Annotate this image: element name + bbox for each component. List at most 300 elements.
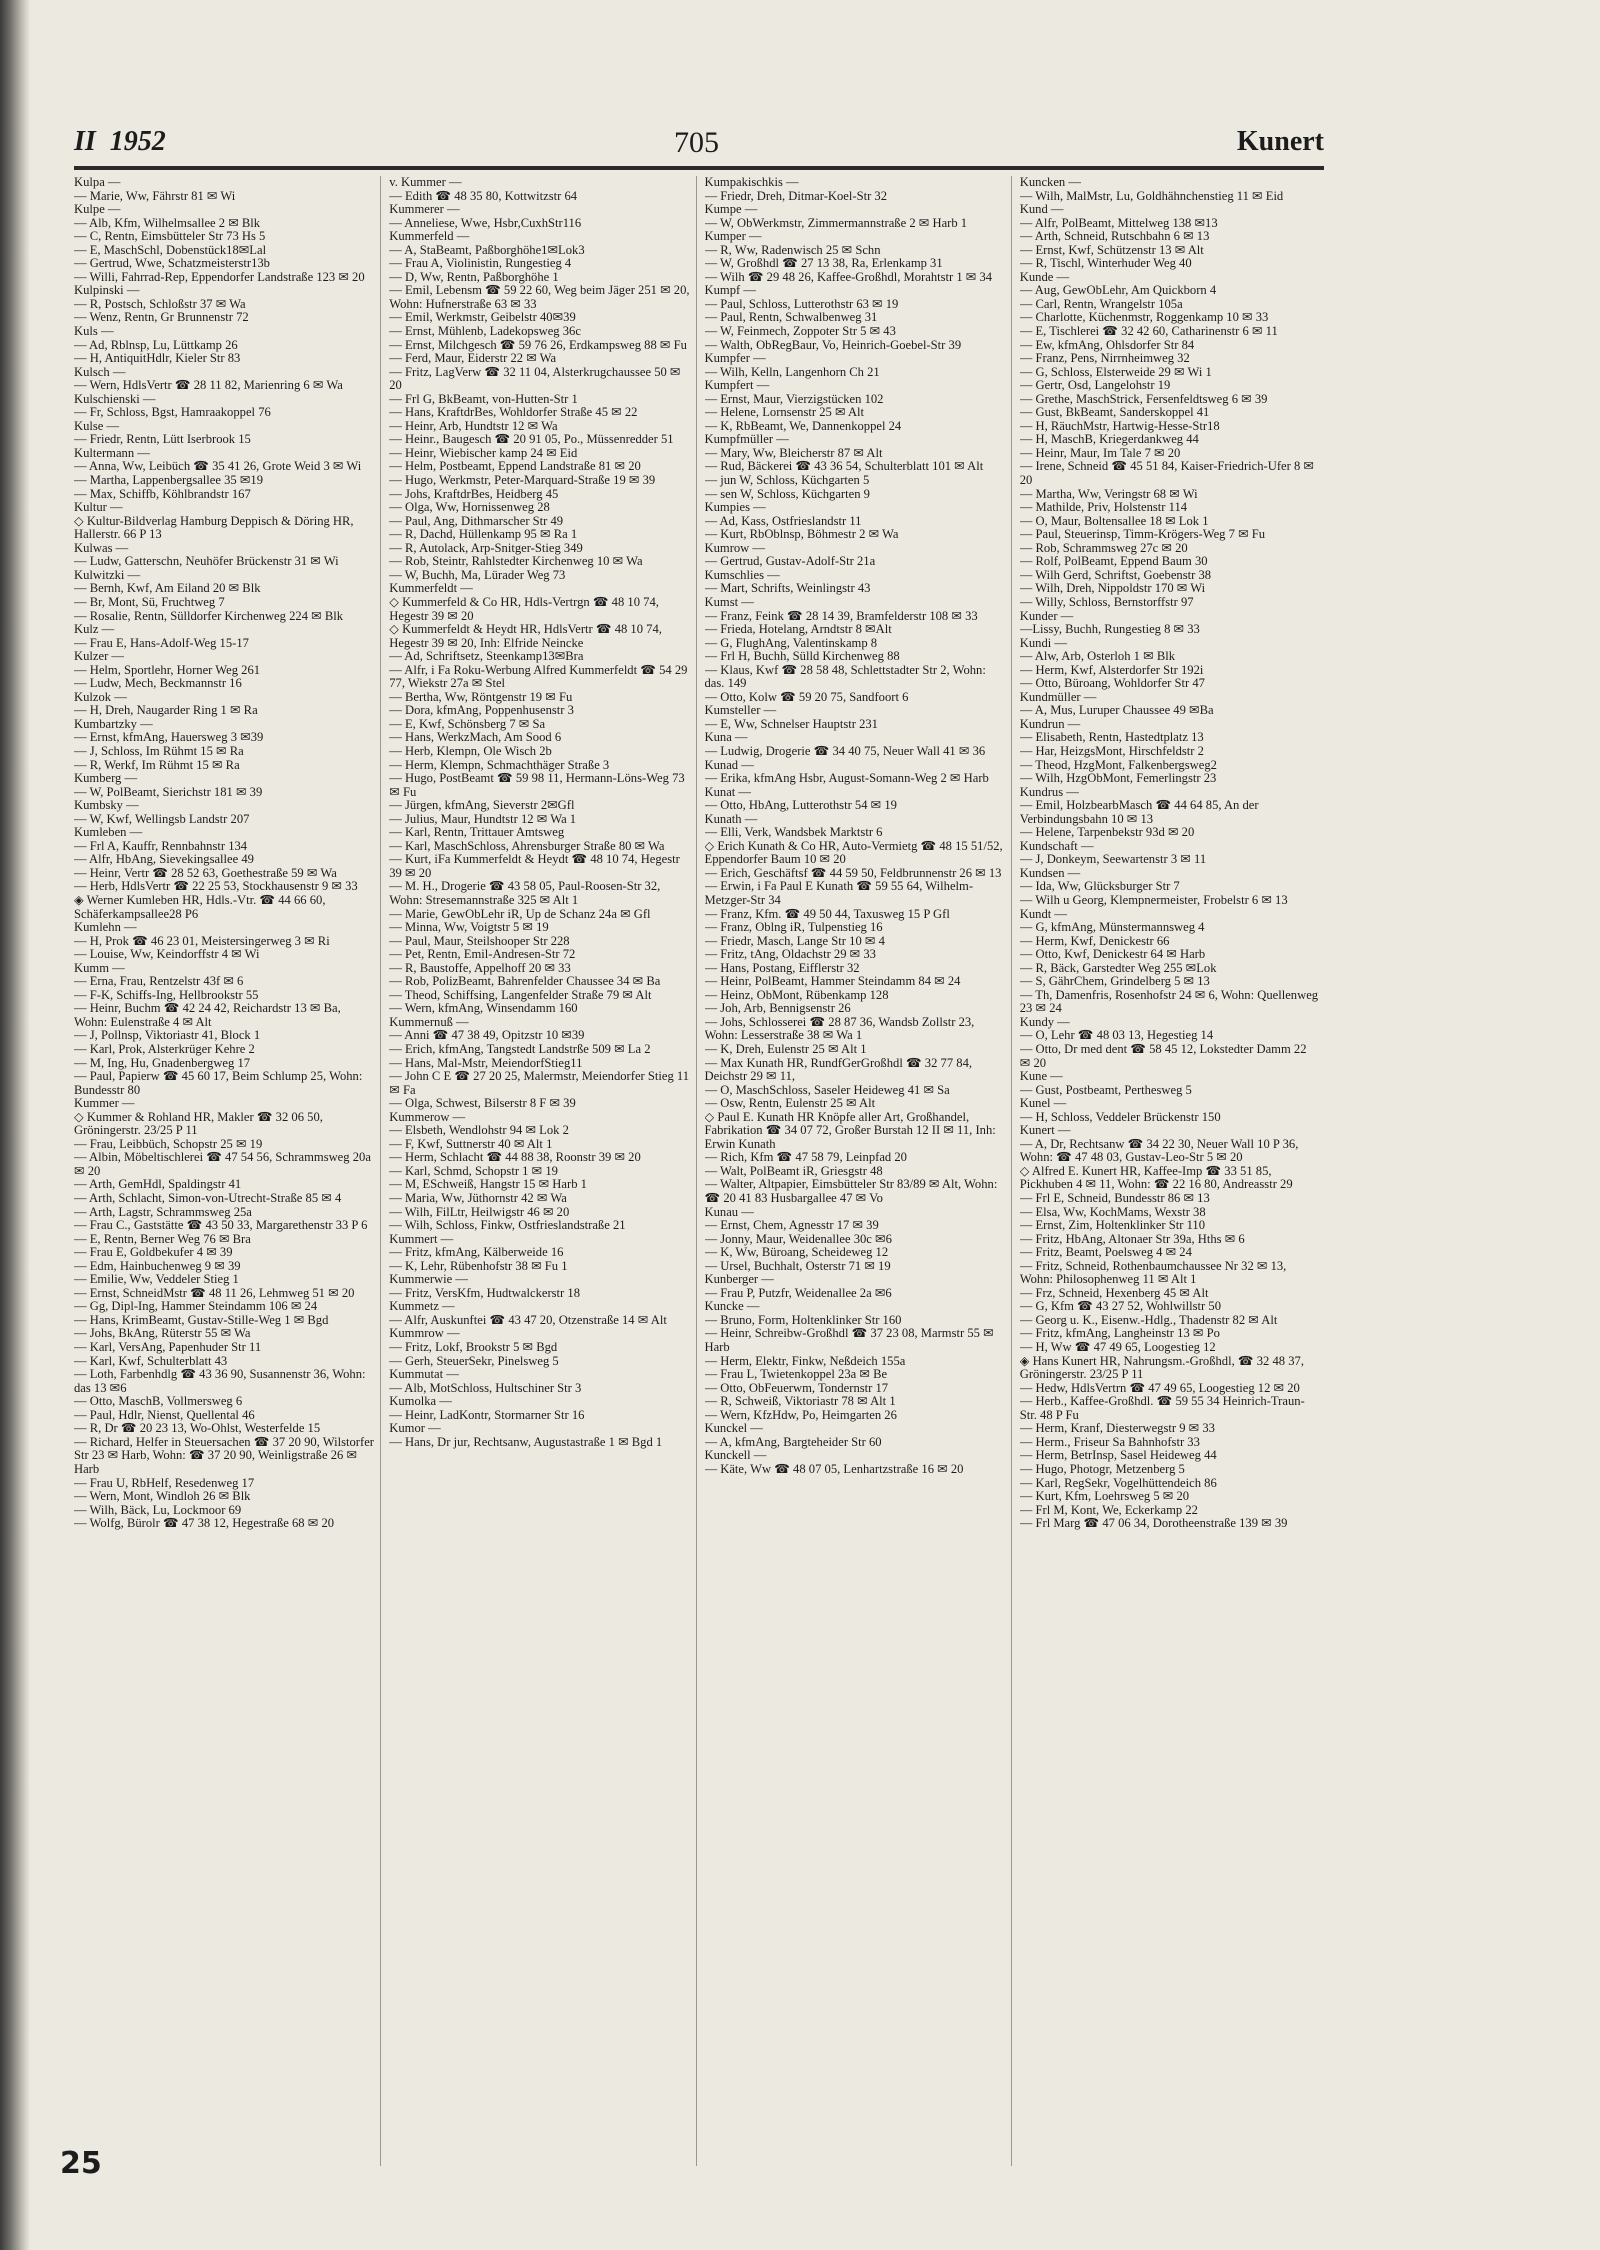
directory-entry: Kunberger — [704, 1272, 774, 1287]
directory-entry: — Emilie, Ww, Veddeler Stieg 1 [74, 1272, 239, 1287]
directory-entry: — Grethe, MaschStrick, Fersenfeldtsweg 6 ✉ 39 [1019, 391, 1268, 406]
directory-entry: Kummerer — [389, 202, 460, 217]
directory-entry: — Paul, Papierw ☎ 45 60 17, Beim Schlump 25, Wohn: Bundesstr 80 [74, 1069, 363, 1097]
directory-entry: Kumpfmüller — [704, 432, 789, 447]
directory-entry: — Ernst, Maur, Vierzigstücken 102 [704, 391, 884, 406]
directory-entry: Kumpakischkis — [704, 176, 799, 189]
directory-entry: — Max, Schiffb, Köhlbrandstr 167 [74, 486, 251, 501]
directory-entry: — Loth, Farbenhdlg ☎ 43 36 90, Susannenstr 36, Wohn: das 13 ✉6 [74, 1367, 366, 1395]
directory-entry: — F, Kwf, Suttnerstr 40 ✉ Alt 1 [389, 1136, 553, 1151]
directory-entry: — H, AntiquitHdlr, Kieler Str 83 [74, 351, 241, 366]
directory-entry: Kundy — [1019, 1014, 1070, 1029]
directory-entry: — Rob, Schrammsweg 27c ✉ 20 [1019, 540, 1188, 555]
directory-entry: — H, MaschB, Kriegerdankweg 44 [1019, 432, 1199, 447]
directory-entry: — John C E ☎ 27 20 25, Malermstr, Meiendorfer Stieg 11 ✉ Fa [389, 1069, 690, 1097]
directory-entry: Kummerfeld — [389, 229, 470, 244]
directory-entry: — Ernst, Mühlenb, Ladekopsweg 36c [389, 324, 581, 339]
directory-entry: — Rolf, PolBeamt, Eppend Baum 30 [1019, 554, 1208, 569]
directory-entry: Kummutat — [389, 1367, 459, 1382]
directory-entry: — Gust, Postbeamt, Perthesweg 5 [1019, 1082, 1192, 1097]
directory-entry: — Har, HeizgsMont, Hirschfeldstr 2 [1019, 743, 1204, 758]
directory-entry: — Ad, Rblnsp, Lu, Lüttkamp 26 [74, 337, 238, 352]
directory-entry: Kumm — [74, 960, 125, 975]
directory-entry: — Frau E, Hans-Adolf-Weg 15-17 [74, 635, 249, 650]
directory-entry: — Willy, Schloss, Bernstorffstr 97 [1019, 594, 1194, 609]
directory-entry: — Wilh, HzgObMont, Femerlingstr 23 [1019, 771, 1217, 786]
directory-entry: — A, Dr, Rechtsanw ☎ 34 22 30, Neuer Wall 10 P 36, Wohn: ☎ 47 48 03, Gustav-Leo-Str 5 ✉ 20 [1019, 1136, 1299, 1165]
directory-entry: — Franz, Oblng iR, Tulpenstieg 16 [704, 920, 883, 935]
directory-entry: — Fritz, kfmAng, Kälberweide 16 [389, 1245, 564, 1260]
directory-entry: — Irene, Schneid ☎ 45 51 84, Kaiser-Friedrich-Ufer 8 ✉ 20 [1019, 459, 1314, 488]
directory-entry: — Helene, Tarpenbekstr 93d ✉ 20 [1019, 825, 1195, 840]
directory-entry: — Emil, Werkmstr, Geibelstr 40✉39 [389, 310, 576, 325]
directory-entry: Kunert — [1019, 1123, 1071, 1138]
directory-entry: — Olga, Ww, Hornissenweg 28 [389, 500, 550, 515]
directory-entry: — Frl Marg ☎ 47 06 34, Dorotheenstraße 139 ✉ 39 [1019, 1516, 1288, 1531]
directory-entry: Kulz — [74, 622, 115, 637]
directory-entry: — Ludw, Mech, Beckmannstr 16 [74, 676, 242, 691]
directory-entry: — Wern, kfmAng, Winsendamm 160 [389, 1001, 578, 1016]
directory-entry: Kummerwie — [389, 1272, 468, 1287]
directory-entry: — Hedw, HdlsVertrn ☎ 47 49 65, Loogestieg 12 ✉ 20 [1019, 1380, 1300, 1395]
directory-entry: — O, Lehr ☎ 48 03 13, Hegestieg 14 [1019, 1028, 1214, 1043]
directory-entry: Kulwitzki — [74, 567, 141, 582]
directory-entry: — Rich, Kfm ☎ 47 58 79, Leinpfad 20 [704, 1150, 907, 1165]
directory-entry: — Franz, Pens, Nirrnheimweg 32 [1019, 351, 1190, 366]
header-running-name: Kunert [1236, 126, 1324, 157]
directory-entry: Kumsteller — [704, 703, 777, 718]
directory-entry: — K, Lehr, Rübenhofstr 38 ✉ Fu 1 [389, 1258, 568, 1273]
directory-entry: — R, Werkf, Im Rühmt 15 ✉ Ra [74, 757, 240, 772]
directory-entry: Kundrus — [1019, 784, 1079, 799]
directory-entry: — Jonny, Maur, Weidenallee 30c ✉6 [704, 1231, 892, 1246]
directory-entry: — Karl, VersAng, Papenhuder Str 11 [74, 1340, 262, 1355]
directory-entry: — W, Feinmech, Zoppoter Str 5 ✉ 43 [704, 324, 896, 339]
directory-entry: — F-K, Schiffs-Ing, Hellbrookstr 55 [74, 987, 259, 1002]
directory-entry: — Wilh u Georg, Klempnermeister, Frobelstr 6 ✉ 13 [1019, 892, 1288, 907]
directory-entry: — Johs, Schlosserei ☎ 28 87 36, Wandsb Zollstr 23, Wohn: Lesserstraße 38 ✉ Wa 1 [704, 1014, 975, 1043]
directory-entry: — Minna, Ww, Voigtstr 5 ✉ 19 [389, 920, 549, 935]
directory-entry: ◈ Werner Kumleben HR, Hdls.-Vtr. ☎ 44 66 60, Schäferkampsallee28 P6 [74, 892, 326, 921]
directory-entry: — Heinr., Baugesch ☎ 20 91 05, Po., Müssenredder 51 [389, 432, 674, 447]
directory-entry: — Gust, BkBeamt, Sanderskoppel 41 [1019, 405, 1210, 420]
directory-entry: Kunde — [1019, 269, 1070, 284]
directory-entry: — Osw, Rentn, Eulenstr 25 ✉ Alt [704, 1096, 876, 1111]
directory-entry: — M. H., Drogerie ☎ 43 58 05, Paul-Roosen-Str 32, Wohn: Stresemannstraße 325 ✉ Alt 1 [389, 879, 661, 907]
directory-entry: Kune — [1019, 1069, 1063, 1084]
directory-entry: Kummernuß — [389, 1014, 469, 1029]
directory-entry: — Martha, Lappenbergsallee 35 ✉19 [74, 473, 264, 488]
directory-entry: — Käte, Ww ☎ 48 07 05, Lenhartzstraße 16 ✉ 20 [704, 1461, 964, 1476]
directory-entry: — Fritz, Schneid, Rothenbaumchaussee Nr 32 ✉ 13, Wohn: Philosophenweg 11 ✉ Alt 1 [1019, 1258, 1287, 1287]
directory-entry: — Heinr, Wiebischer kamp 24 ✉ Eid [389, 445, 578, 460]
directory-entry: Kund — [1019, 202, 1064, 217]
directory-entry: — Frau C., Gaststätte ☎ 43 50 33, Margarethenstr 33 P 6 [74, 1218, 368, 1233]
directory-entry: — Paul, Schloss, Lutterothstr 63 ✉ 19 [704, 296, 899, 311]
directory-entry: — Martha, Ww, Veringstr 68 ✉ Wi [1019, 486, 1198, 501]
directory-entry: — Louise, Ww, Keindorffstr 4 ✉ Wi [74, 947, 260, 962]
directory-entry: Kumlehn — [74, 920, 137, 935]
directory-entry: — Arth, Schlacht, Simon-von-Utrecht-Straße 85 ✉ 4 [74, 1191, 342, 1206]
directory-entry: — Hans, WerkzMach, Am Sood 6 [389, 730, 562, 745]
directory-entry: — Herb, HdlsVertr ☎ 22 25 53, Stockhausenstr 9 ✉ 33 [74, 879, 358, 894]
directory-entry: — E, Ww, Schnelser Hauptstr 231 [704, 716, 878, 731]
directory-entry: ◇ Kummerfeldt & Heydt HR, HdlsVertr ☎ 48 10 74, Hegestr 39 ✉ 20, Inh: Elfride Neincke [389, 622, 662, 650]
directory-entry: Kummetz — [389, 1299, 455, 1314]
page-header [74, 116, 1324, 168]
directory-entry: Kumleben — [74, 825, 143, 840]
directory-entry: — Fr, Schloss, Bgst, Hamraakoppel 76 [74, 405, 271, 420]
directory-entry: — Ursel, Buchhalt, Osterstr 71 ✉ 19 [704, 1258, 891, 1273]
directory-entry: — Klaus, Kwf ☎ 28 58 48, Schlettstadter Str 2, Wohn: das. 149 [704, 662, 986, 691]
directory-entry: — Fritz, Beamt, Poelsweg 4 ✉ 24 [1019, 1245, 1192, 1260]
directory-entry: — Fritz, HbAng, Altonaer Str 39a, Hths ✉ 6 [1019, 1231, 1245, 1246]
directory-entry: — Kurt, RbOblnsp, Böhmestr 2 ✉ Wa [704, 527, 899, 542]
directory-entry: — Wilh Gerd, Schriftst, Goebenstr 38 [1019, 567, 1212, 582]
directory-entry: — Rob, PolizBeamt, Bahrenfelder Chaussee 34 ✉ Ba [389, 974, 661, 989]
signature-mark: 25 [60, 2146, 102, 2181]
directory-entry: — Herm, Kwf, Denickestr 66 [1019, 933, 1170, 948]
directory-entry: — Fritz, Lokf, Brookstr 5 ✉ Bgd [389, 1340, 558, 1355]
directory-entry: — O, Maur, Boltensallee 18 ✉ Lok 1 [1019, 513, 1209, 528]
directory-entry: — Helene, Lornsenstr 25 ✉ Alt [704, 405, 865, 420]
directory-entry: — Herb, Klempn, Ole Wisch 2b [389, 743, 552, 758]
column-2 [389, 176, 696, 2166]
directory-entry: — Heinr, Vertr ☎ 28 52 63, Goethestraße 59 ✉ Wa [74, 865, 337, 880]
directory-entry: Kultermann — [74, 445, 150, 460]
directory-entry: — Kurt, iFa Kummerfeldt & Heydt ☎ 48 10 74, Hegestr 39 ✉ 20 [389, 852, 680, 880]
directory-entry: Kundschaft — [1019, 838, 1094, 853]
directory-entry: — Rob, Steintr, Rahlstedter Kirchenweg 10 ✉ Wa [389, 554, 643, 569]
directory-entry: — Alb, MotSchloss, Hultschiner Str 3 [389, 1380, 582, 1395]
directory-entry: — Johs, KraftdrBes, Heidberg 45 [389, 486, 559, 501]
directory-entry: ◇ Kummer & Rohland HR, Makler ☎ 32 06 50, Gröningerstr. 23/25 P 11 [74, 1109, 323, 1138]
directory-entry: — H, Dreh, Naugarder Ring 1 ✉ Ra [74, 703, 258, 718]
directory-entry: — W, Großhdl ☎ 27 13 38, Ra, Erlenkamp 31 [704, 256, 943, 271]
directory-entry: — Paul, Rentn, Schwalbenweg 31 [704, 310, 878, 325]
directory-entry: — Wolfg, Bürolr ☎ 47 38 12, Hegestraße 68 ✉ 20 [74, 1516, 335, 1531]
directory-entry: Kumst — [704, 594, 754, 609]
directory-entry: Kulpe — [74, 202, 121, 217]
directory-entry: Kuncke — [704, 1299, 760, 1314]
directory-entry: — Aug, GewObLehr, Am Quickborn 4 [1019, 283, 1217, 298]
directory-entry: Kummer — [74, 1096, 135, 1111]
directory-entry: — G, kfmAng, Münstermannsweg 4 [1019, 920, 1205, 935]
directory-entry: — Wilh, Schloss, Finkw, Ostfrieslandstraße 21 [389, 1218, 626, 1233]
directory-entry: — Hans, Postang, Eifflerstr 32 [704, 960, 860, 975]
directory-entry: — Ida, Ww, Glücksburger Str 7 [1019, 879, 1180, 894]
directory-entry: — R, Postsch, Schloßstr 37 ✉ Wa [74, 296, 246, 311]
directory-entry: — Frl A, Kauffr, Rennbahnstr 134 [74, 838, 248, 853]
directory-entry: Kundsen — [1019, 865, 1081, 880]
directory-entry: — Carl, Rentn, Wrangelstr 105a [1019, 296, 1183, 311]
directory-entry: — Ad, Schriftsetz, Steenkamp13✉Bra [389, 649, 584, 664]
directory-entry: — Frl H, Buchh, Sülld Kirchenweg 88 [704, 649, 900, 664]
directory-entry: Kumbartzky — [74, 716, 153, 731]
directory-entry: — Hans, Dr jur, Rechtsanw, Augustastraße 1 ✉ Bgd 1 [389, 1434, 663, 1449]
directory-entry: — Julius, Maur, Hundtstr 12 ✉ Wa 1 [389, 811, 577, 826]
directory-entry: — Emil, HolzbearbMasch ☎ 44 64 85, An der Verbindungsbahn 10 ✉ 13 [1019, 798, 1259, 826]
directory-entry: — E, MaschSchl, Dobenstück18✉Lal [74, 242, 267, 257]
directory-entry: Kunad — [704, 757, 754, 772]
directory-entry: — K, RbBeamt, We, Dannenkoppel 24 [704, 418, 902, 433]
directory-entry: Kundi — [1019, 635, 1067, 650]
directory-entry: ◇ Kummerfeld & Co HR, Hdls-Vertrgn ☎ 48 10 74, Hegestr 39 ✉ 20 [389, 594, 659, 623]
directory-entry: — Hans, Mal-Mstr, MeiendorfStieg11 [389, 1055, 583, 1070]
directory-entry: — Edith ☎ 48 35 80, Kottwitzstr 64 [389, 188, 578, 203]
directory-entry: — Wern, Mont, Windloh 26 ✉ Blk [74, 1489, 251, 1504]
directory-entry: Kummerfeldt — [389, 581, 473, 596]
directory-entry: — Jürgen, kfmAng, Sieverstr 2✉Gfl [389, 798, 575, 813]
directory-entry: — Bruno, Form, Holtenklinker Str 160 [704, 1312, 902, 1327]
page-number: 705 [674, 126, 719, 159]
directory-entry: — Heinr, Arb, Hundtstr 12 ✉ Wa [389, 418, 558, 433]
directory-entry: — Franz, Kfm. ☎ 49 50 44, Taxusweg 15 P Gfl [704, 906, 950, 921]
directory-entry: Kumpe — [704, 202, 758, 217]
directory-entry: — Arth, GemHdl, Spaldingstr 41 [74, 1177, 242, 1192]
directory-entry: Kumpf — [704, 283, 756, 298]
directory-entry: v. Kummer — [389, 176, 462, 189]
directory-entry: — R, Autolack, Arp-Snitger-Stieg 349 [389, 540, 583, 555]
directory-entry: — Frz, Schneid, Hexenberg 45 ✉ Alt [1019, 1285, 1209, 1300]
directory-entry: Kundmüller — [1019, 689, 1097, 704]
directory-entry: — Wilh ☎ 29 48 26, Kaffee-Großhdl, Morahtstr 1 ✉ 34 [704, 269, 993, 284]
directory-entry: — Karl, Prok, Alsterkrüger Kehre 2 [74, 1042, 255, 1056]
directory-entry: — J, Donkeym, Seewartenstr 3 ✉ 11 [1019, 852, 1207, 867]
directory-entry: — Alfr, Auskunftei ☎ 43 47 20, Otzenstraße 14 ✉ Alt [389, 1312, 667, 1327]
directory-entry: Kumschlies — [704, 567, 780, 582]
directory-entry: — Ernst, Kwf, Schützenstr 13 ✉ Alt [1019, 242, 1204, 257]
directory-entry: — Ludwig, Drogerie ☎ 34 40 75, Neuer Wall 41 ✉ 36 [704, 743, 986, 758]
column-4 [1020, 176, 1326, 2166]
directory-entry: — Alfr, HbAng, Sievekingsallee 49 [74, 852, 254, 867]
directory-entry: Kumpfert — [704, 378, 770, 393]
directory-entry: — Gertr, Osd, Langelohstr 19 [1019, 378, 1171, 393]
directory-entry: — Otto, Kolw ☎ 59 20 75, Sandfoort 6 [704, 689, 909, 704]
directory-entry: — M, Ing, Hu, Gnadenbergweg 17 [74, 1055, 251, 1070]
directory-entry: — Fritz, VersKfm, Hudtwalckerstr 18 [389, 1285, 580, 1300]
directory-entry: — Heinr, LadKontr, Stormarner Str 16 [389, 1407, 585, 1422]
directory-entry: — Otto, Büroang, Wohldorfer Str 47 [1019, 676, 1205, 691]
directory-entry: — Frieda, Hotelang, Arndtstr 8 ✉Alt [704, 622, 892, 637]
directory-entry: — Erich, Geschäftsf ☎ 44 59 50, Feldbrunnenstr 26 ✉ 13 [704, 865, 1002, 880]
directory-entry: — Alfr, PolBeamt, Mittelweg 138 ✉13 [1019, 215, 1218, 230]
directory-entry: — E, Kwf, Schönsberg 7 ✉ Sa [389, 716, 546, 731]
directory-entry: — Otto, Dr med dent ☎ 58 45 12, Lokstedter Damm 22 ✉ 20 [1019, 1042, 1307, 1070]
directory-entry: — Maria, Ww, Jüthornstr 42 ✉ Wa [389, 1191, 567, 1206]
directory-entry: — H, RäuchMstr, Hartwig-Hesse-Str18 [1019, 418, 1220, 433]
directory-entry: — Paul, Steuerinsp, Timm-Krögers-Weg 7 ✉ Fu [1019, 527, 1266, 542]
directory-entry: — Herm, Kwf, Alsterdorfer Str 192i [1019, 662, 1204, 677]
directory-entry: Kulschienski — [74, 391, 156, 406]
directory-entry: — A, StaBeamt, Paßborghöhe1✉Lok3 [389, 242, 585, 257]
directory-entry: —Lissy, Buchh, Rungestieg 8 ✉ 33 [1019, 622, 1200, 637]
directory-entry: — Olga, Schwest, Bilserstr 8 F ✉ 39 [389, 1096, 576, 1111]
directory-entry: — Hans, KraftdrBes, Wohldorfer Straße 45 ✉ 22 [389, 405, 638, 420]
directory-entry: — Theod, Schiffsing, Langenfelder Straße 79 ✉ Alt [389, 987, 652, 1002]
directory-entry: — G, Schloss, Elsterweide 29 ✉ Wi 1 [1019, 364, 1212, 379]
directory-entry: — Frau L, Twietenkoppel 23a ✉ Be [704, 1367, 888, 1382]
directory-entry: — Walth, ObRegBaur, Vo, Heinrich-Goebel-Str 39 [704, 337, 962, 352]
directory-entry: — Joh, Arb, Bennigsenstr 26 [704, 1001, 851, 1016]
directory-entry: — Fritz, tAng, Oldachstr 29 ✉ 33 [704, 947, 876, 962]
directory-entry: — Th, Damenfris, Rosenhofstr 24 ✉ 6, Wohn: Quellenweg 23 ✉ 24 [1019, 987, 1319, 1016]
directory-entry: Kuna — [704, 730, 748, 745]
directory-entry: — Ernst, Milchgesch ☎ 59 76 26, Erdkampsweg 88 ✉ Fu [389, 337, 687, 352]
directory-entry: — Karl, RegSekr, Vogelhüttendeich 86 [1019, 1475, 1217, 1490]
directory-entry: — Theod, HzgMont, Falkenbergsweg2 [1019, 757, 1217, 772]
directory-entry: Kumper — [704, 229, 762, 244]
directory-entry: — E, Rentn, Berner Weg 76 ✉ Bra [74, 1231, 251, 1246]
directory-entry: — Anna, Ww, Leibüch ☎ 35 41 26, Grote Weid 3 ✉ Wi [74, 459, 362, 474]
directory-entry: Kulse — [74, 418, 120, 433]
header-year: 1952 [109, 126, 166, 157]
directory-entry: — Erich, kfmAng, Tangstedt Landstrße 509 ✉ La 2 [389, 1042, 651, 1056]
directory-entry: — Heinr, PolBeamt, Hammer Steindamm 84 ✉ 24 [704, 974, 961, 989]
directory-entry: Kumrow — [704, 540, 766, 555]
directory-entry: — Ernst, Zim, Holtenklinker Str 110 [1019, 1218, 1206, 1233]
directory-entry: — Herm, Kranf, Diesterwegstr 9 ✉ 33 [1019, 1421, 1215, 1436]
directory-entry: — Hugo, Photogr, Metzenberg 5 [1019, 1461, 1185, 1476]
directory-entry: — Bertha, Ww, Röntgenstr 19 ✉ Fu [389, 689, 573, 704]
directory-entry: — Frl E, Schneid, Bundesstr 86 ✉ 13 [1019, 1191, 1210, 1206]
directory-entry: — Marie, GewObLehr iR, Up de Schanz 24a ✉ Gfl [389, 906, 651, 921]
directory-entry: Kunel — [1019, 1096, 1067, 1111]
directory-entry: — Wern, HdlsVertr ☎ 28 11 82, Marienring 6 ✉ Wa [74, 378, 343, 393]
directory-entry: — R, Ww, Radenwisch 25 ✉ Schn [704, 242, 881, 257]
directory-entry: Kumpies — [704, 500, 766, 515]
directory-entry: — S, GährChem, Grindelberg 5 ✉ 13 [1019, 974, 1210, 989]
directory-entry: — Max Kunath HR, RundfGerGroßhdl ☎ 32 77 84, Deichstr 29 ✉ 11, [704, 1055, 973, 1084]
directory-entry: — W, PolBeamt, Sierichstr 181 ✉ 39 [74, 784, 263, 799]
directory-entry: Kunckel — [704, 1421, 763, 1436]
header-section: II [74, 126, 96, 157]
directory-entry: — Otto, HbAng, Lutterothstr 54 ✉ 19 [704, 798, 897, 813]
directory-entry: Kumpfer — [704, 351, 766, 366]
directory-entry: — Frau U, RbHelf, Resedenweg 17 [74, 1475, 255, 1490]
directory-entry: — Rud, Bäckerei ☎ 43 36 54, Schulterblatt 101 ✉ Alt [704, 459, 984, 474]
directory-entry: — C, Rentn, Eimsbütteler Str 73 Hs 5 [74, 229, 266, 244]
directory-entry: — Rosalie, Rentn, Sülldorfer Kirchenweg 224 ✉ Blk [74, 608, 344, 623]
directory-entry: — Emil, Lebensm ☎ 59 22 60, Weg beim Jäger 251 ✉ 20, Wohn: Hufnerstraße 63 ✉ 33 [389, 283, 690, 311]
directory-entry: — Hugo, Werkmstr, Peter-Marquard-Straße 19 ✉ 39 [389, 473, 656, 488]
directory-entry: Kummerow — [389, 1109, 466, 1124]
directory-entry: — Gg, Dipl-Ing, Hammer Steindamm 106 ✉ 24 [74, 1299, 318, 1314]
directory-entry: — Albin, Möbeltischlerei ☎ 47 54 56, Schrammsweg 20a ✉ 20 [74, 1150, 371, 1178]
directory-entry: — D, Ww, Rentn, Paßborghöhe 1 [389, 269, 559, 284]
directory-entry: — Pet, Rentn, Emil-Andresen-Str 72 [389, 947, 576, 962]
directory-entry: ◇ Paul E. Kunath HR Knöpfe aller Art, Großhandel, Fabrikation ☎ 34 07 72, Großer Burstah 12 II ✉ 11, Inh: Erwin Kunath [704, 1109, 996, 1151]
directory-entry: — Arth, Lagstr, Schrammsweg 25a [74, 1204, 252, 1219]
directory-entry: — Gerh, SteuerSekr, Pinelsweg 5 [389, 1353, 559, 1368]
directory-entry: — R, Baustoffe, Appelhoff 20 ✉ 33 [389, 960, 571, 975]
directory-entry: — Edm, Hainbuchenweg 9 ✉ 39 [74, 1258, 241, 1273]
directory-entry: — Erna, Frau, Rentzelstr 43f ✉ 6 [74, 974, 244, 989]
directory-entry: ◇ Alfred E. Kunert HR, Kaffee-Imp ☎ 33 51 85, Pickhuben 4 ✉ 11, Wohn: ☎ 22 16 80, Andreasstr 29 [1019, 1163, 1293, 1192]
directory-entry: Kultur — [74, 500, 123, 515]
directory-entry: — sen W, Schloss, Küchgarten 9 [704, 486, 870, 501]
directory-entry: — Mart, Schrifts, Weinlingstr 43 [704, 581, 871, 596]
directory-entry: — Johs, BkAng, Rüterstr 55 ✉ Wa [74, 1326, 251, 1341]
directory-entry: — Wilh, Bäck, Lu, Lockmoor 69 [74, 1502, 242, 1517]
directory-entry: — Karl, Kwf, Schulterblatt 43 [74, 1353, 228, 1368]
directory-entry: — Wilh, Dreh, Nippoldstr 170 ✉ Wi [1019, 581, 1206, 596]
directory-entry: — Heinr, Maur, Im Tale 7 ✉ 20 [1019, 445, 1181, 460]
directory-entry: — Ad, Kass, Ostfrieslandstr 11 [704, 513, 862, 528]
directory-entry: — Ernst, SchneidMstr ☎ 48 11 26, Lehmweg 51 ✉ 20 [74, 1285, 355, 1300]
directory-entry: — Alw, Arb, Osterloh 1 ✉ Blk [1019, 649, 1176, 664]
directory-entry: — Mary, Ww, Bleicherstr 87 ✉ Alt [704, 445, 883, 460]
directory-entry: — Herm, Schlacht ☎ 44 88 38, Roonstr 39 ✉ 20 [389, 1150, 641, 1165]
directory-entry: — Alb, Kfm, Wilhelmsallee 2 ✉ Blk [74, 215, 261, 230]
directory-entry: — Friedr, Rentn, Lütt Iserbrook 15 [74, 432, 251, 447]
directory-entry: — Ernst, Chem, Agnesstr 17 ✉ 39 [704, 1218, 879, 1233]
directory-entry: — Wilh, Kelln, Langenhorn Ch 21 [704, 364, 880, 379]
directory-entry: — Anneliese, Wwe, Hsbr,CuxhStr116 [389, 215, 582, 230]
directory-entry: — Heinz, ObMont, Rübenkamp 128 [704, 987, 889, 1002]
directory-entry: — Frl M, Kont, We, Eckerkamp 22 [1019, 1502, 1198, 1517]
directory-entry: — Walter, Altpapier, Eimsbütteler Str 83/89 ✉ Alt, Wohn: ☎ 20 41 83 Husbargallee 47 ✉ Vo [704, 1177, 998, 1206]
directory-entry: — H, Ww ☎ 47 49 65, Loogestieg 12 [1019, 1340, 1216, 1355]
directory-entry: — Heinr, Buchm ☎ 42 24 42, Reichardstr 13 ✉ Ba, Wohn: Eulenstraße 4 ✉ Alt [74, 1001, 341, 1029]
directory-entry: — Br, Mont, Sü, Fruchtweg 7 [74, 594, 225, 609]
directory-entry: Kulsch — [74, 364, 126, 379]
directory-entry: — Ew, kfmAng, Ohlsdorfer Str 84 [1019, 337, 1195, 352]
directory-entry: — H, Prok ☎ 46 23 01, Meistersingerweg 3 ✉ Ri [74, 933, 330, 948]
directory-entry: — Helm, Postbeamt, Eppend Landstraße 81 ✉ 20 [389, 459, 641, 474]
directory-entry: — Elisabeth, Rentn, Hastedtplatz 13 [1019, 730, 1204, 745]
directory-entry: — Friedr, Masch, Lange Str 10 ✉ 4 [704, 933, 885, 948]
directory-entry: — Herm, BetrInsp, Sasel Heideweg 44 [1019, 1448, 1217, 1463]
directory-entry: — Ludw, Gatterschn, Neuhöfer Brückenstr 31 ✉ Wi [74, 554, 339, 569]
directory-entry: Kumbsky — [74, 798, 139, 813]
directory-entry: ◈ Hans Kunert HR, Nahrungsm.-Großhdl, ☎ 32 48 37, Gröningerstr. 23/25 P 11 [1019, 1353, 1304, 1382]
directory-entry: — Paul, Maur, Steilshooper Str 228 [389, 933, 570, 948]
directory-entry: — H, Schloss, Veddeler Brückenstr 150 [1019, 1109, 1221, 1124]
directory-entry: — Karl, MaschSchloss, Ahrensburger Straße 80 ✉ Wa [389, 838, 665, 853]
directory-entry: Kummert — [389, 1231, 454, 1246]
directory-entry: — Fritz, kfmAng, Langheinstr 13 ✉ Po [1019, 1326, 1220, 1341]
directory-entry: — M, ESchweiß, Hangstr 15 ✉ Harb 1 [389, 1177, 587, 1192]
directory-entry: — Georg u. K., Eisenw.-Hdlg., Thadenstr 82 ✉ Alt [1019, 1312, 1278, 1327]
directory-entry: — Frl G, BkBeamt, von-Hutten-Str 1 [389, 391, 578, 406]
directory-entry: — A, kfmAng, Bargteheider Str 60 [704, 1434, 882, 1449]
directory-entry: — Paul, Ang, Dithmarscher Str 49 [389, 513, 564, 528]
directory-entry: — Richard, Helfer in Steuersachen ☎ 37 20 90, Wilstorfer Str 23 ✉ Harb, Wohn: ☎ 37 20 90, Weinligstraße 26 ✉ Harb [74, 1434, 374, 1476]
directory-entry: — Frau E, Goldbekufer 4 ✉ 39 [74, 1245, 233, 1260]
directory-entry: Kulzok — [74, 689, 127, 704]
directory-entry: — Arth, Schneid, Rutschbahn 6 ✉ 13 [1019, 229, 1210, 244]
column-3 [705, 176, 1012, 2166]
directory-entry: — Elsbeth, Wendlohstr 94 ✉ Lok 2 [389, 1123, 569, 1138]
directory-entry: Kuls — [74, 324, 114, 339]
directory-entry: — Kurt, Kfm, Loehrsweg 5 ✉ 20 [1019, 1489, 1190, 1504]
directory-entry: Kumolka — [389, 1394, 452, 1409]
directory-entry: — Herm., Friseur Sa Bahnhofstr 33 [1019, 1434, 1200, 1449]
directory-entry: Kunau — [704, 1204, 754, 1219]
directory-entry: — Alfr, i Fa Roku-Werbung Alfred Kummerfeldt ☎ 54 29 77, Wiekstr 27a ✉ Stel [389, 662, 688, 691]
directory-entry: — J, Schloss, Im Rühmt 15 ✉ Ra [74, 743, 244, 758]
directory-entry: — Wenz, Rentn, Gr Brunnenstr 72 [74, 310, 249, 325]
directory-entry: — E, Tischlerei ☎ 32 42 60, Catharinenstr 6 ✉ 11 [1019, 324, 1278, 339]
directory-entry: — R, Tischl, Winterhuder Weg 40 [1019, 256, 1192, 271]
directory-entry: — G, FlughAng, Valentinskamp 8 [704, 635, 878, 650]
directory-entry: — Karl, Schmd, Schopstr 1 ✉ 19 [389, 1163, 558, 1178]
directory-entry: — Frau P, Putzfr, Weidenallee 2a ✉6 [704, 1285, 892, 1300]
directory-entry: — Elli, Verk, Wandsbek Marktstr 6 [704, 825, 883, 840]
directory-entry: — Herm, Klempn, Schmachthäger Straße 3 [389, 757, 610, 772]
directory-entry: — O, MaschSchloss, Saseler Heideweg 41 ✉ Sa [704, 1082, 950, 1097]
